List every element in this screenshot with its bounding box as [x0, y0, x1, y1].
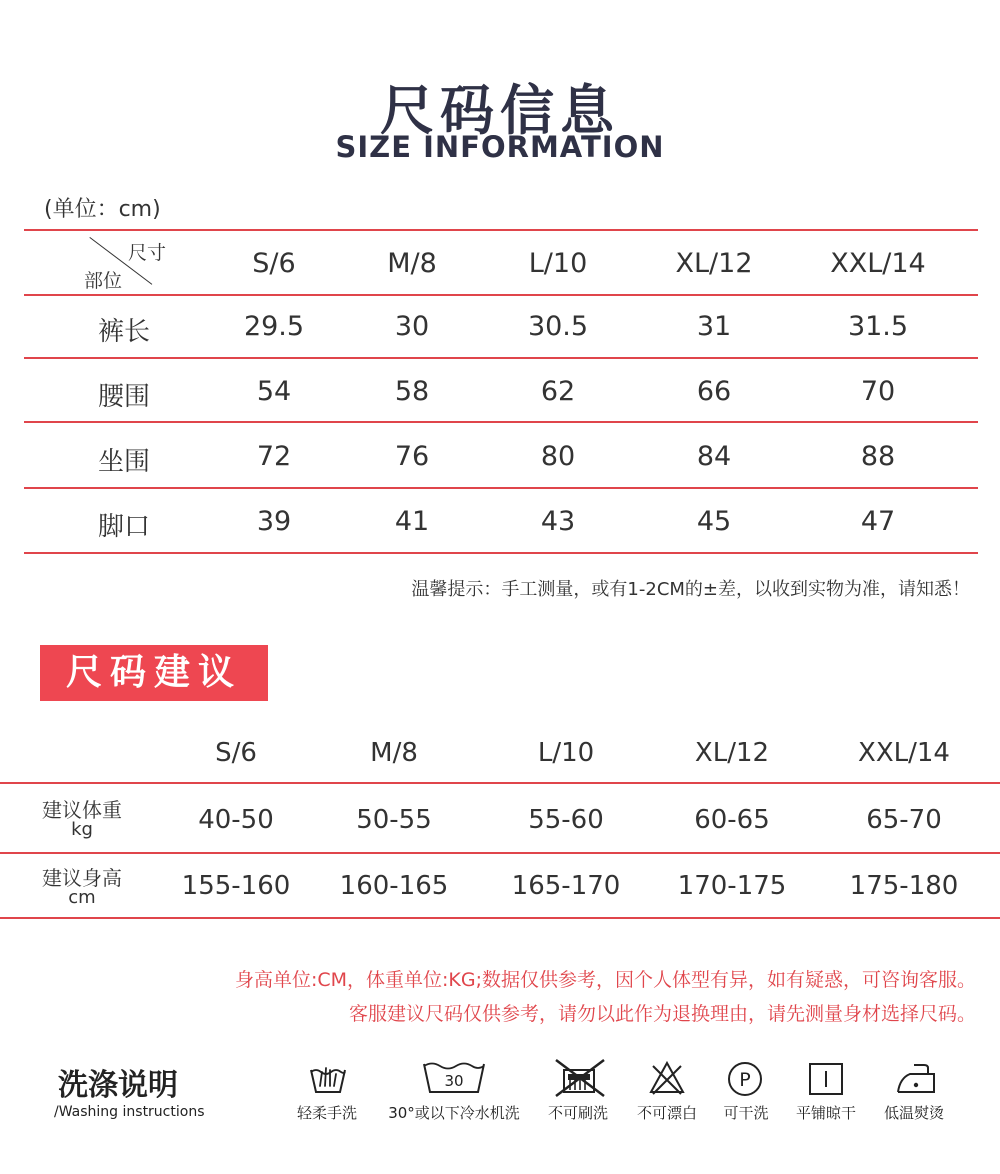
table-cell: 66	[696, 376, 732, 407]
table-divider	[24, 294, 978, 296]
recommendation-note-1: 身高单位:CM，体重单位:KG;数据仅供参考，因个人体型有异，如有疑惑，可咨询客服。	[234, 969, 976, 991]
table-cell: 45	[696, 506, 732, 537]
table-divider	[0, 782, 1000, 784]
table-cell: 58	[394, 376, 430, 407]
row-label-text: 建议身高	[42, 866, 122, 890]
dry-flat-icon	[808, 1062, 844, 1096]
column-header: XL/12	[694, 738, 770, 768]
table-cell: 60-65	[694, 805, 770, 835]
table-cell: 175-180	[849, 871, 959, 901]
table-divider	[24, 552, 978, 554]
column-header: L/10	[528, 248, 588, 279]
page-subtitle: SIZE INFORMATION	[335, 130, 665, 164]
wash-label: 平铺晾干	[795, 1104, 857, 1122]
wash-label: 不可刷洗	[547, 1104, 609, 1122]
table-cell: 43	[540, 506, 576, 537]
wash-temp-text: 30	[444, 1072, 464, 1090]
low-iron-icon	[894, 1060, 938, 1096]
table-cell: 160-165	[339, 871, 449, 901]
table-cell: 47	[860, 506, 896, 537]
table-cell: 30	[394, 311, 430, 342]
table-cell: 31.5	[847, 311, 909, 342]
wash-label: 30°或以下冷水机洗	[388, 1104, 520, 1122]
table-cell: 76	[394, 441, 430, 472]
wash-label: 不可漂白	[636, 1104, 698, 1122]
row-label	[42, 800, 122, 840]
machine-wash-30-icon	[421, 1058, 487, 1096]
table-cell: 39	[256, 506, 292, 537]
table-cell: 41	[394, 506, 430, 537]
column-header: S/6	[215, 738, 257, 768]
table-divider	[24, 487, 978, 489]
table-cell: 72	[256, 441, 292, 472]
table-divider	[0, 917, 1000, 919]
table-cell: 29.5	[243, 311, 305, 342]
table-cell: 70	[860, 376, 896, 407]
row-label: 坐围	[97, 447, 151, 477]
dry-clean-p-icon	[726, 1060, 764, 1098]
table-cell: 65-70	[866, 805, 942, 835]
washing-subtitle: /Washing instructions	[54, 1104, 205, 1120]
table-cell: 55-60	[528, 805, 604, 835]
row-label: 脚口	[97, 512, 151, 542]
no-brush-icon	[552, 1058, 608, 1098]
table-cell: 40-50	[198, 805, 274, 835]
column-header: M/8	[387, 248, 437, 279]
unit-note: (单位：cm)	[44, 197, 161, 222]
wash-label: 轻柔手洗	[296, 1104, 358, 1122]
table-cell: 50-55	[356, 805, 432, 835]
corner-label-part: 部位	[84, 270, 123, 292]
wash-label: 可干洗	[723, 1104, 769, 1122]
row-label-unit: kg	[71, 819, 93, 840]
recommendation-note-2: 客服建议尺码仅供参考，请勿以此作为退换理由，请先测量身材选择尺码。	[348, 1003, 976, 1025]
table-cell: 30.5	[527, 311, 589, 342]
hand-wash-icon	[308, 1060, 348, 1096]
column-header: M/8	[370, 738, 418, 768]
row-label: 腰围	[97, 382, 151, 412]
table-cell: 62	[540, 376, 576, 407]
table-cell: 170-175	[677, 871, 787, 901]
table-cell: 31	[696, 311, 732, 342]
size-recommendation-badge: 尺码建议	[40, 645, 268, 701]
column-header: XXL/14	[830, 248, 926, 279]
measurement-tip: 温馨提示：手工测量，或有1-2CM的±差，以收到实物为准，请知悉！	[411, 579, 970, 600]
no-bleach-icon	[648, 1060, 686, 1096]
table-cell: 84	[696, 441, 732, 472]
column-header: L/10	[537, 738, 595, 768]
table-cell: 165-170	[511, 871, 621, 901]
table-cell: 88	[860, 441, 896, 472]
table-divider	[24, 357, 978, 359]
row-label-text: 建议体重	[42, 798, 122, 822]
column-header: XXL/14	[858, 738, 950, 768]
table-cell: 155-160	[181, 871, 291, 901]
table-cell: 54	[256, 376, 292, 407]
page-title: 尺码信息	[380, 78, 620, 142]
row-label	[42, 868, 122, 908]
dry-clean-letter: P	[739, 1069, 751, 1091]
wash-label: 低温熨烫	[883, 1104, 945, 1122]
table-divider	[24, 421, 978, 423]
column-header: XL/12	[675, 248, 753, 279]
column-header: S/6	[252, 248, 296, 279]
row-label-unit: cm	[68, 887, 96, 908]
table-divider	[24, 229, 978, 231]
corner-label-size: 尺寸	[128, 242, 167, 264]
table-divider	[0, 852, 1000, 854]
row-label: 裤长	[97, 317, 151, 347]
table-cell: 80	[540, 441, 576, 472]
washing-title: 洗涤说明	[58, 1068, 178, 1103]
